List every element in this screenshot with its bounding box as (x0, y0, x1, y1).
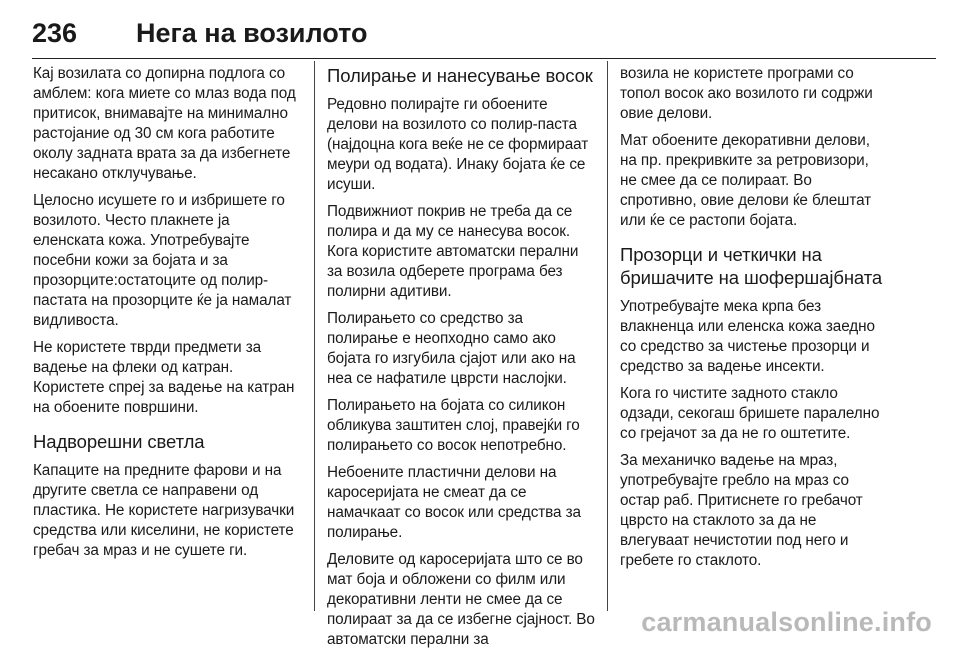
column-2 (327, 64, 595, 657)
paragraph-unpainted-plastic: Небоените пластични делови на каросеријата не смеат да се намачкаат со восок или средства за полирање. (327, 464, 581, 541)
column-divider-1 (314, 61, 315, 611)
paragraph-light-covers: Капаците на предните фарови и на другите светла се направени од пластика. Не користете нагризувачки средства или киселини, не користете гребач за мраз и не сушете ги. (33, 462, 295, 559)
page-title: Нега на возилото (136, 18, 368, 48)
page-number: 236 (32, 18, 78, 48)
page-header (32, 18, 936, 58)
paragraph-regular-polish: Редовно полирајте ги обоените делови на возилото со полир-паста (најдоцна кога веќе не се формираат меури од водата). Инаку бојата ќе се исуши. (327, 96, 589, 193)
paragraph-tar-removal: Не користете тврди предмети за вадење на флеки од катран. Користете спреј за вадење на катран на обоените површини. (33, 339, 295, 416)
paragraph-hot-wax: возила не користете програми со топол восок ако возилото ги содржи овие делови. (620, 65, 873, 122)
paragraph-sunroof: Подвижниот покрив не треба да се полира и да му се нанесува восок. Кога користите автоматски перални за возила одберете програма без полирни адитиви. (327, 203, 579, 300)
column-divider-2 (607, 61, 608, 611)
paragraph-matte-parts: Деловите од каросеријата што се во мат боја и обложени со филм или декоративни ленти не смее да се полираат за да се избегне сјајност. Во автоматски перални за (327, 551, 595, 648)
heading-polishing-waxing: Полирање и нанесување восок (327, 65, 593, 86)
paragraph-ice-scraper: За механичко вадење на мраз, употребувајте гребло на мраз со остар раб. Притиснете го гребачот цврсто на стаклото за да не влегуваат нечистотии под него и гребете го стаклото. (620, 452, 863, 569)
paragraph-matte-decorative: Мат обоените декоративни делови, на пр. прекривките за ретровизори, не смее да се полираат. Во спротивно, овие делови ќе блештат или ќе се растопи бојата. (620, 132, 872, 229)
paragraph-polish-necessary: Полирањето со средство за полирање е неопходно само ако бојата го изгубила сјајот или ако на неа се нафатиле цврсти наслојки. (327, 310, 576, 387)
watermark: carmanualsonline.info (641, 607, 932, 637)
paragraph-rear-window: Кога го чистите задното стакло одзади, секогаш бришете паралелно со грејачот за да не го оштетите. (620, 385, 880, 442)
heading-windows-wipers: Прозорци и четкички на бришачите на шофершајбната (620, 244, 883, 288)
column-3 (620, 64, 888, 578)
column-1 (33, 64, 301, 568)
heading-exterior-lights: Надворешни светла (33, 431, 205, 452)
paragraph-soft-cloth: Употребувајте мека крпа без влакненца или еленска кожа заедно со средство за чистење прозорци и средство за вадење инсекти. (620, 298, 875, 375)
paragraph-dry-vehicle: Целосно исушете го и избришете го возилото. Често плакнете ја еленската кожа. Употребувајте посебни кожи за бојата и за прозорците:остатоците од полир-пастата на прозорците ќе ја намалат видливоста. (33, 192, 292, 329)
paragraph-pressure-wash: Кај возилата со допирна подлога со амблем: кога миете со млаз вода под притисок, внимавајте на минимално растојание од 30 см кога работите околу задната врата за да избегнете несакано отклучување. (33, 65, 296, 182)
header-rule (32, 58, 936, 59)
paragraph-silicone: Полирањето на бојата со силикон обликува заштитен слој, правејќи го полирањето со восок непотребно. (327, 397, 580, 454)
